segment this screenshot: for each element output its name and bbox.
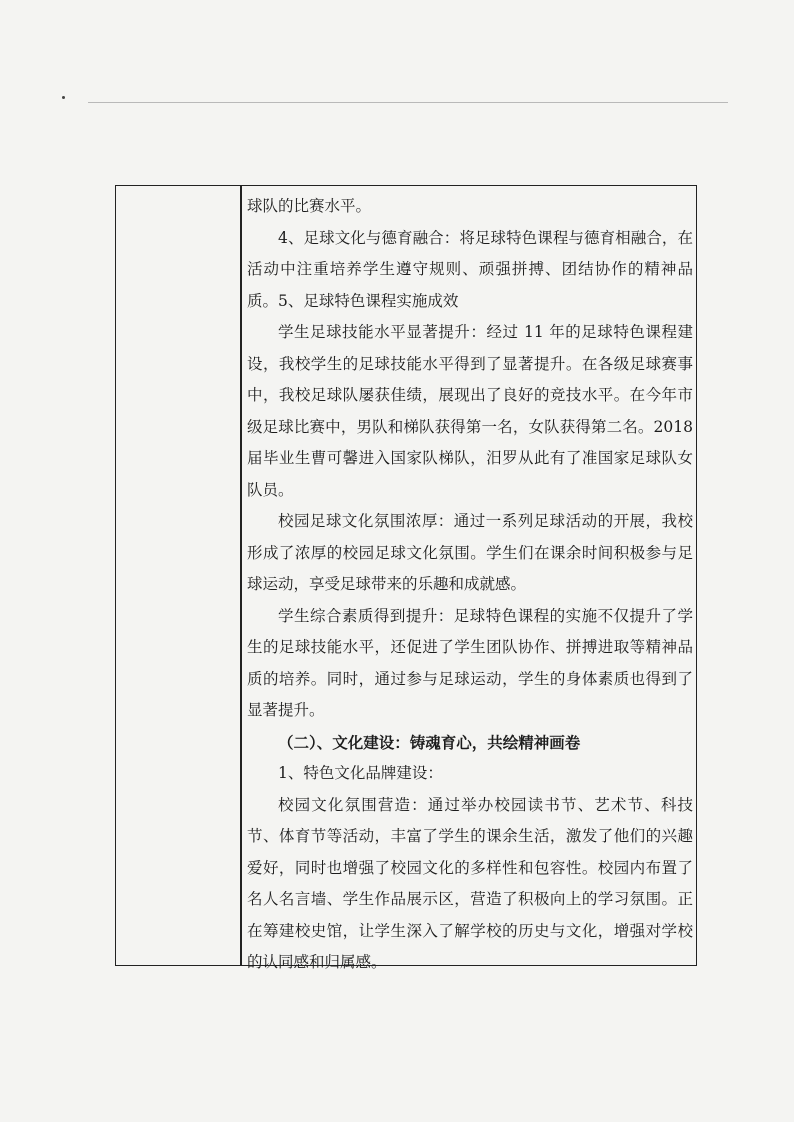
paragraph-brand-building: 1、特色文化品牌建设： bbox=[278, 764, 443, 782]
paragraph-campus-atmosphere: 校园文化氛围营造：通过举办校园读书节、艺术节、科技节、体育节等活动，丰富了学生的课余生活，激发了他们的兴趣爱好，同时也增强了校园文化的多样性和包容性。校园内布置了名人名言墙、学生作品展示区，营造了积极向上的学习氛围。正在筹建校史馆，让学生深入了解学校的历史与文化，增强对学校的认同感和归属感。 bbox=[247, 795, 693, 971]
paragraph-football-atmosphere: 校园足球文化氛围浓厚：通过一系列足球活动的开展，我校形成了浓厚的校园足球文化氛围。学生们在课余时间积极参与足球运动，享受足球带来的乐趣和成就感。 bbox=[247, 512, 693, 593]
paragraph-comprehensive-quality: 学生综合素质得到提升：足球特色课程的实施不仅提升了学生的足球技能水平，还促进了学生团队协作、拼搏进取等精神品质的培养。同时，通过参与足球运动，学生的身体素质也得到了显著提升。 bbox=[247, 606, 693, 719]
table-content-cell bbox=[247, 191, 693, 979]
scan-speck bbox=[62, 96, 65, 99]
paragraph-team-level: 球队的比赛水平。 bbox=[247, 197, 372, 215]
section-heading-culture: （二）、文化建设：铸魂育心，共绘精神画卷 bbox=[278, 732, 581, 752]
table-column-divider bbox=[240, 186, 242, 965]
header-rule bbox=[88, 102, 728, 103]
paragraph-skill-improvement: 学生足球技能水平显著提升：经过 11 年的足球特色课程建设，我校学生的足球技能水平得到了显著提升。在各级足球赛事中，我校足球队屡获佳绩，展现出了良好的竞技水平。在今年市级足球比赛中，男队和梯队获得第一名，女队获得第二名。2018 届毕业生曹可馨进入国家队梯队，汨罗从此有了准国家足球队女队员。 bbox=[247, 323, 693, 499]
paragraph-culture-moral: 4、足球文化与德育融合：将足球特色课程与德育相融合，在活动中注重培养学生遵守规则、顽强拼搏、团结协作的精神品质。5、足球特色课程实施成效 bbox=[247, 228, 693, 310]
